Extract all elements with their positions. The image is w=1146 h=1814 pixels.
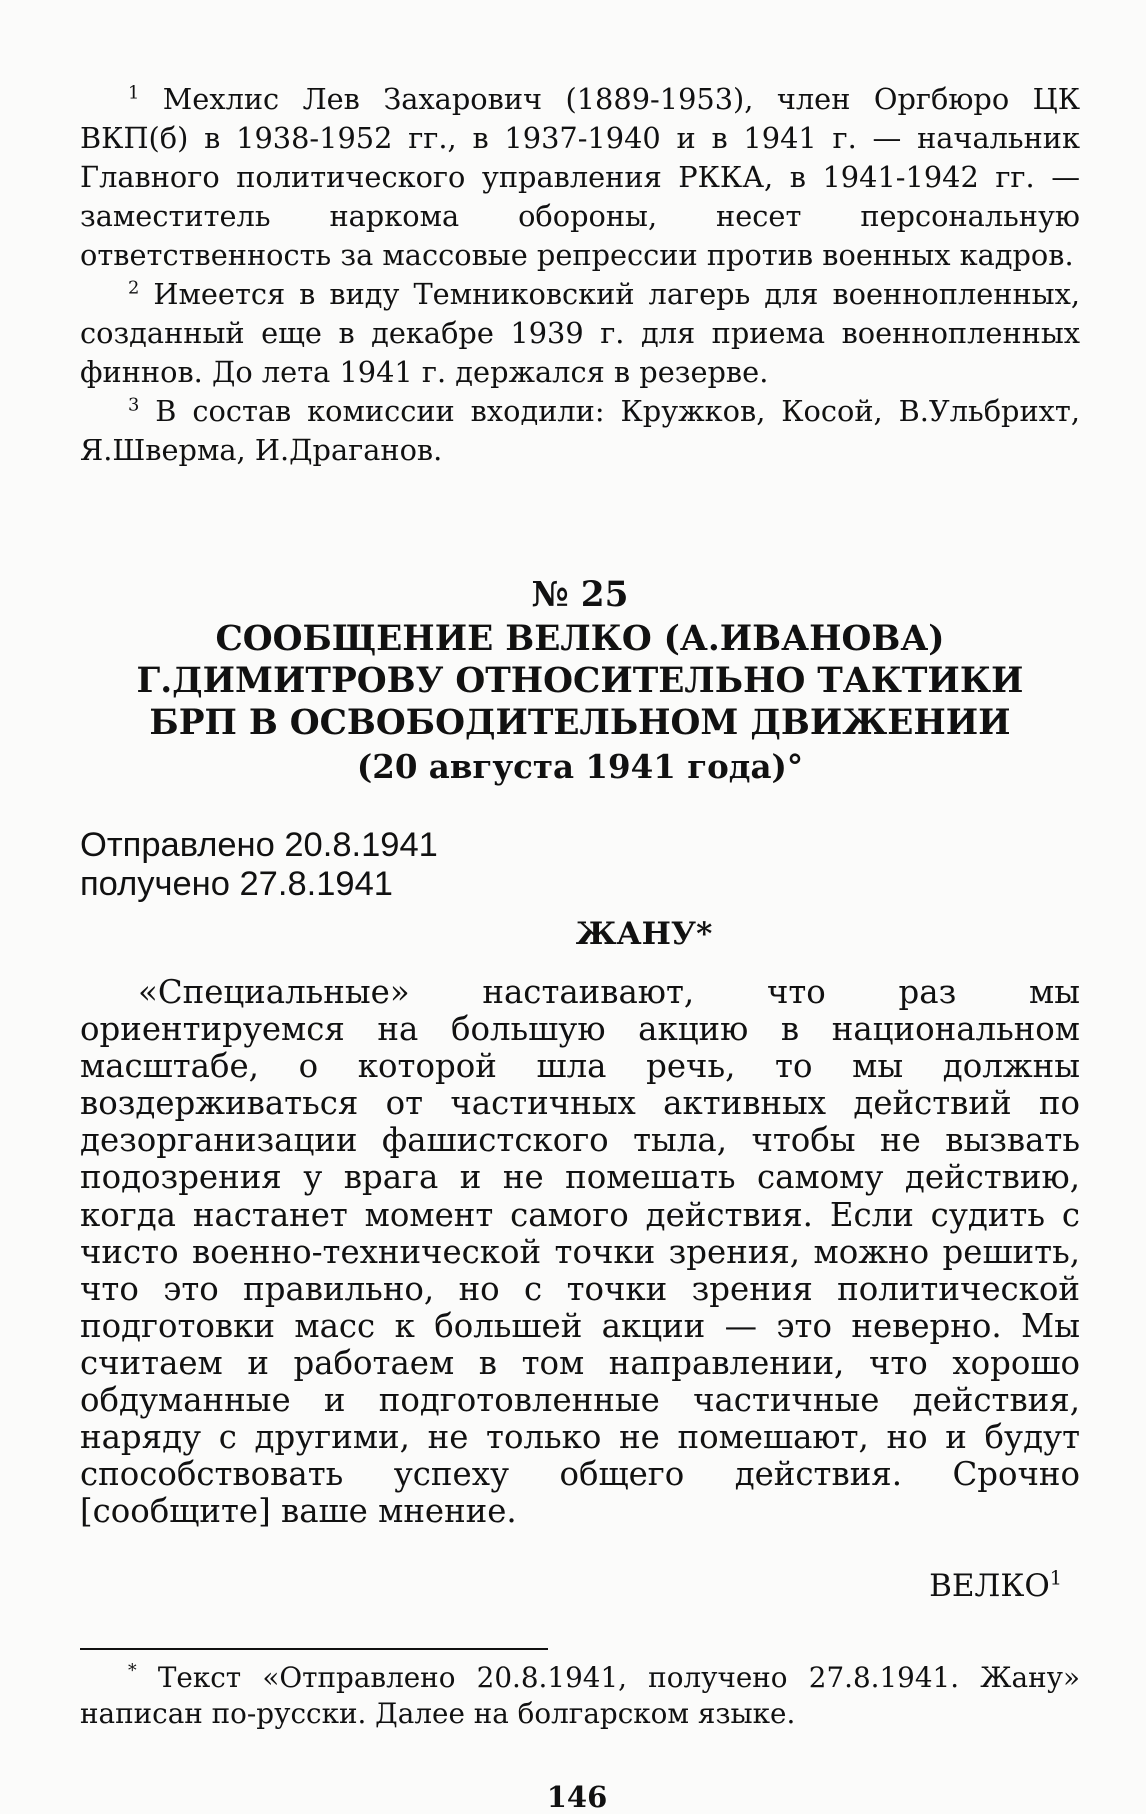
- footnote-2: [80, 275, 1080, 392]
- footnote-3: [80, 392, 1080, 470]
- top-footnotes: [80, 80, 1080, 470]
- received-date: получено 27.8.1941: [80, 865, 393, 903]
- signature: [80, 1566, 1080, 1606]
- footnote-text: Мехлис Лев Захарович (1889-1953), член Оргбюро ЦК ВКП(б) в 1938-1952 гг., в 1937-1940 и в 1941 г. — начальник Главного политического управления РККА, в 1941-1942 гг. — заместитель наркома обороны, несет персональную ответственность за массовые репрессии против военных кадров.: [80, 82, 1080, 272]
- footnote-text: В состав комиссии входили: Кружков, Косой, В.Ульбрихт, Я.Шверма, И.Драганов.: [80, 394, 1081, 467]
- transmission-info: [80, 826, 1080, 904]
- page-number: 146: [546, 1780, 608, 1814]
- signature-name: ВЕЛКО: [929, 1568, 1050, 1605]
- footnote-marker: 2: [128, 277, 140, 299]
- footnote-text: Текст «Отправлено 20.8.1941, получено 27.8.1941. Жану» написан по-русски. Далее на болгарском языке.: [80, 1661, 1080, 1731]
- footnote-marker: 1: [128, 82, 140, 104]
- signature-marker: 1: [1049, 1567, 1062, 1591]
- sent-date: Отправлено 20.8.1941: [80, 826, 438, 864]
- addressee: ЖАНУ*: [575, 916, 713, 952]
- document-title: СООБЩЕНИЕ ВЕЛКО (А.ИВАНОВА) Г.ДИМИТРОВУ ОТНОСИТЕЛЬНО ТАКТИКИ БРП В ОСВОБОДИТЕЛЬНОМ ДВИЖЕНИИ: [136, 619, 1024, 743]
- book-page: [80, 80, 1080, 1814]
- footnote-divider: [80, 1648, 548, 1650]
- document-number: № 25: [531, 575, 629, 615]
- bottom-footnote: [80, 1660, 1080, 1732]
- footnote-marker: *: [128, 1662, 137, 1683]
- document-date: (20 августа 1941 года)°: [356, 747, 804, 786]
- footnote-text: Имеется в виду Темниковский лагерь для военнопленных, созданный еще в декабре 1939 г. для приема военнопленных финнов. До лета 1941 г. держался в резерве.: [80, 277, 1080, 389]
- footnote-marker: 3: [128, 394, 140, 416]
- message-body: «Специальные» настаивают, что раз мы ориентируемся на большую акцию в национальном масштабе, о которой шла речь, то мы должны воздерживаться от частичных активных действий по дезорганизации фашистского тыла, чтобы не вызвать подозрения у врага и не помешать самому действию, когда настанет момент самого действия. Если судить с чисто военно-технической точки зрения, можно решить, что это правильно, но с точки зрения политической подготовки масс к большей акции — это неверно. Мы считаем и работаем в том направлении, что хорошо обдуманные и подготовленные частичные действия, наряду с другими, не только не помешают, но и будут способствовать успеху общего действия. Срочно [сообщите] ваше мнение.: [80, 973, 1080, 1531]
- footnote-1: [80, 80, 1080, 275]
